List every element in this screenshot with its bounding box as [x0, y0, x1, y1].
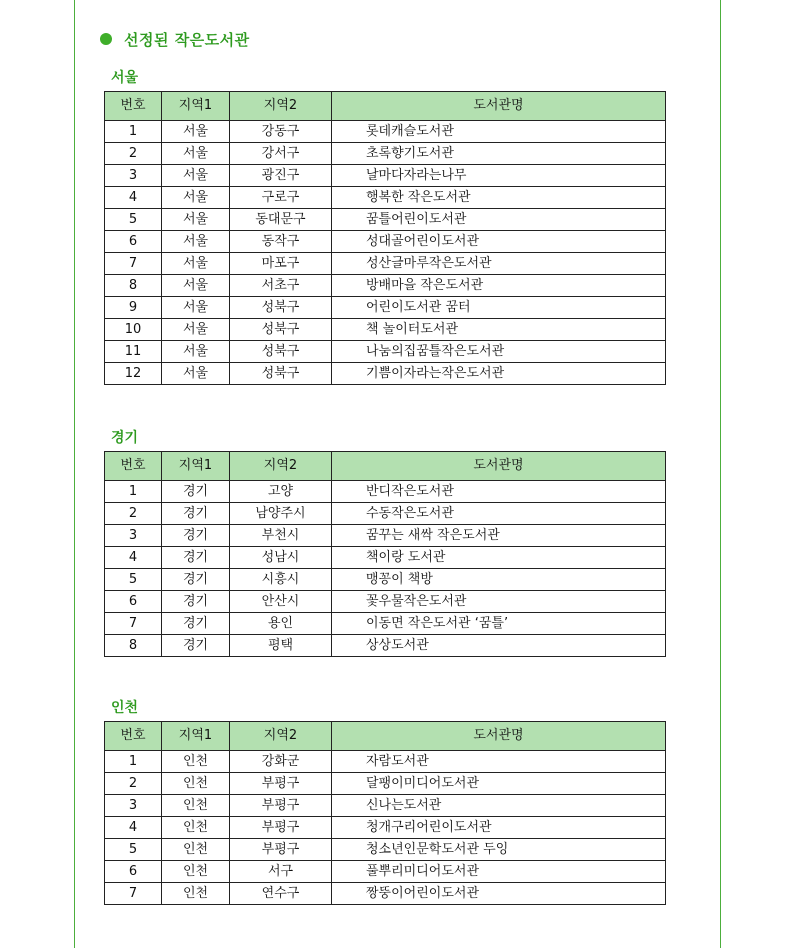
- table-header-row: [105, 92, 666, 121]
- table-row: [105, 165, 666, 187]
- page-heading: [100, 28, 250, 50]
- cell-number: 8: [105, 635, 162, 657]
- table-row: [105, 231, 666, 253]
- table-row: [105, 525, 666, 547]
- cell-region1: 인천: [162, 861, 230, 883]
- cell-region2: 부평구: [230, 773, 332, 795]
- library-table-seoul: [104, 91, 666, 385]
- cell-region1: 서울: [162, 143, 230, 165]
- cell-number: 11: [105, 341, 162, 363]
- cell-region1: 경기: [162, 635, 230, 657]
- table-row: [105, 297, 666, 319]
- cell-number: 7: [105, 613, 162, 635]
- table-row: [105, 613, 666, 635]
- bullet-icon: [100, 33, 112, 45]
- cell-library-name: 짱뚱이어린이도서관: [332, 883, 666, 905]
- cell-region1: 서울: [162, 231, 230, 253]
- region-title-incheon: 인천: [111, 700, 139, 716]
- cell-region1: 서울: [162, 209, 230, 231]
- cell-region1: 인천: [162, 795, 230, 817]
- cell-region1: 서울: [162, 187, 230, 209]
- header-region1: 지역1: [162, 452, 230, 481]
- cell-region1: 인천: [162, 773, 230, 795]
- right-border-line: [720, 0, 721, 948]
- cell-region1: 인천: [162, 751, 230, 773]
- cell-region1: 서울: [162, 341, 230, 363]
- header-library-name: 도서관명: [332, 92, 666, 121]
- cell-library-name: 청소년인문학도서관 두잉: [332, 839, 666, 861]
- cell-region1: 경기: [162, 547, 230, 569]
- table-row: [105, 635, 666, 657]
- table-row: [105, 751, 666, 773]
- cell-region2: 강화군: [230, 751, 332, 773]
- cell-number: 12: [105, 363, 162, 385]
- left-border-line: [74, 0, 75, 948]
- table-row: [105, 143, 666, 165]
- cell-region1: 서울: [162, 253, 230, 275]
- table-row: [105, 503, 666, 525]
- table-row: [105, 547, 666, 569]
- header-number: 번호: [105, 92, 162, 121]
- cell-region2: 마포구: [230, 253, 332, 275]
- cell-region2: 성북구: [230, 297, 332, 319]
- cell-library-name: 어린이도서관 꿈터: [332, 297, 666, 319]
- cell-library-name: 상상도서관: [332, 635, 666, 657]
- table-row: [105, 253, 666, 275]
- cell-number: 2: [105, 143, 162, 165]
- cell-number: 3: [105, 525, 162, 547]
- cell-region2: 고양: [230, 481, 332, 503]
- cell-library-name: 초록향기도서관: [332, 143, 666, 165]
- header-library-name: 도서관명: [332, 722, 666, 751]
- cell-library-name: 나눔의집꿈틀작은도서관: [332, 341, 666, 363]
- header-library-name: 도서관명: [332, 452, 666, 481]
- table-row: [105, 209, 666, 231]
- cell-number: 3: [105, 795, 162, 817]
- table-row: [105, 861, 666, 883]
- cell-number: 7: [105, 253, 162, 275]
- cell-region1: 경기: [162, 481, 230, 503]
- cell-region1: 서울: [162, 319, 230, 341]
- cell-number: 6: [105, 861, 162, 883]
- cell-library-name: 반디작은도서관: [332, 481, 666, 503]
- cell-number: 9: [105, 297, 162, 319]
- cell-library-name: 꿈꾸는 새싹 작은도서관: [332, 525, 666, 547]
- table-header-row: [105, 722, 666, 751]
- cell-region1: 서울: [162, 165, 230, 187]
- cell-region2: 강동구: [230, 121, 332, 143]
- cell-library-name: 방배마을 작은도서관: [332, 275, 666, 297]
- cell-region2: 광진구: [230, 165, 332, 187]
- cell-number: 2: [105, 773, 162, 795]
- cell-number: 3: [105, 165, 162, 187]
- table-row: [105, 187, 666, 209]
- cell-number: 2: [105, 503, 162, 525]
- page-title: 선정된 작은도서관: [124, 30, 250, 49]
- table-row: [105, 319, 666, 341]
- cell-region2: 구로구: [230, 187, 332, 209]
- cell-library-name: 책 놀이터도서관: [332, 319, 666, 341]
- cell-region2: 성북구: [230, 319, 332, 341]
- cell-number: 6: [105, 231, 162, 253]
- cell-library-name: 신나는도서관: [332, 795, 666, 817]
- cell-region2: 동작구: [230, 231, 332, 253]
- cell-region2: 부평구: [230, 839, 332, 861]
- cell-region2: 서구: [230, 861, 332, 883]
- cell-region2: 부평구: [230, 795, 332, 817]
- cell-region1: 인천: [162, 839, 230, 861]
- cell-number: 6: [105, 591, 162, 613]
- cell-library-name: 풀뿌리미디어도서관: [332, 861, 666, 883]
- library-table-incheon: [104, 721, 666, 905]
- header-region2: 지역2: [230, 452, 332, 481]
- cell-region2: 성남시: [230, 547, 332, 569]
- cell-region1: 경기: [162, 503, 230, 525]
- cell-region2: 평택: [230, 635, 332, 657]
- table-row: [105, 883, 666, 905]
- cell-library-name: 달팽이미디어도서관: [332, 773, 666, 795]
- cell-library-name: 청개구리어린이도서관: [332, 817, 666, 839]
- table-row: [105, 363, 666, 385]
- cell-number: 5: [105, 839, 162, 861]
- cell-number: 10: [105, 319, 162, 341]
- cell-number: 8: [105, 275, 162, 297]
- cell-region1: 서울: [162, 275, 230, 297]
- cell-library-name: 자람도서관: [332, 751, 666, 773]
- table-row: [105, 341, 666, 363]
- header-number: 번호: [105, 722, 162, 751]
- cell-region2: 남양주시: [230, 503, 332, 525]
- table-row: [105, 481, 666, 503]
- table-row: [105, 591, 666, 613]
- cell-number: 1: [105, 481, 162, 503]
- header-number: 번호: [105, 452, 162, 481]
- cell-number: 1: [105, 751, 162, 773]
- cell-region1: 경기: [162, 569, 230, 591]
- cell-number: 1: [105, 121, 162, 143]
- cell-region2: 동대문구: [230, 209, 332, 231]
- table-row: [105, 275, 666, 297]
- cell-region1: 인천: [162, 817, 230, 839]
- region-title-seoul: 서울: [111, 70, 139, 86]
- header-region1: 지역1: [162, 92, 230, 121]
- cell-region2: 안산시: [230, 591, 332, 613]
- cell-number: 4: [105, 547, 162, 569]
- table-row: [105, 773, 666, 795]
- region-title-gyeonggi: 경기: [111, 430, 139, 446]
- header-region2: 지역2: [230, 92, 332, 121]
- cell-region1: 경기: [162, 613, 230, 635]
- cell-region1: 경기: [162, 591, 230, 613]
- cell-library-name: 수동작은도서관: [332, 503, 666, 525]
- cell-region2: 성북구: [230, 363, 332, 385]
- cell-library-name: 성대골어린이도서관: [332, 231, 666, 253]
- cell-region2: 성북구: [230, 341, 332, 363]
- cell-region1: 서울: [162, 121, 230, 143]
- cell-region1: 인천: [162, 883, 230, 905]
- header-region1: 지역1: [162, 722, 230, 751]
- cell-number: 4: [105, 817, 162, 839]
- table-row: [105, 817, 666, 839]
- cell-region2: 연수구: [230, 883, 332, 905]
- header-region2: 지역2: [230, 722, 332, 751]
- cell-number: 5: [105, 569, 162, 591]
- cell-region2: 부평구: [230, 817, 332, 839]
- cell-library-name: 맹꽁이 책방: [332, 569, 666, 591]
- cell-number: 4: [105, 187, 162, 209]
- cell-region2: 서초구: [230, 275, 332, 297]
- cell-number: 7: [105, 883, 162, 905]
- cell-library-name: 행복한 작은도서관: [332, 187, 666, 209]
- cell-library-name: 날마다자라는나무: [332, 165, 666, 187]
- cell-region2: 시흥시: [230, 569, 332, 591]
- cell-library-name: 기쁨이자라는작은도서관: [332, 363, 666, 385]
- table-row: [105, 121, 666, 143]
- cell-region2: 부천시: [230, 525, 332, 547]
- cell-library-name: 이동면 작은도서관 ‘꿈틀’: [332, 613, 666, 635]
- cell-library-name: 꽃우물작은도서관: [332, 591, 666, 613]
- cell-library-name: 꿈틀어린이도서관: [332, 209, 666, 231]
- table-row: [105, 839, 666, 861]
- cell-region2: 용인: [230, 613, 332, 635]
- cell-region1: 서울: [162, 297, 230, 319]
- cell-library-name: 책이랑 도서관: [332, 547, 666, 569]
- cell-library-name: 성산글마루작은도서관: [332, 253, 666, 275]
- table-header-row: [105, 452, 666, 481]
- cell-region1: 서울: [162, 363, 230, 385]
- cell-region1: 경기: [162, 525, 230, 547]
- cell-number: 5: [105, 209, 162, 231]
- cell-library-name: 롯데캐슬도서관: [332, 121, 666, 143]
- table-row: [105, 795, 666, 817]
- library-table-gyeonggi: [104, 451, 666, 657]
- table-row: [105, 569, 666, 591]
- cell-region2: 강서구: [230, 143, 332, 165]
